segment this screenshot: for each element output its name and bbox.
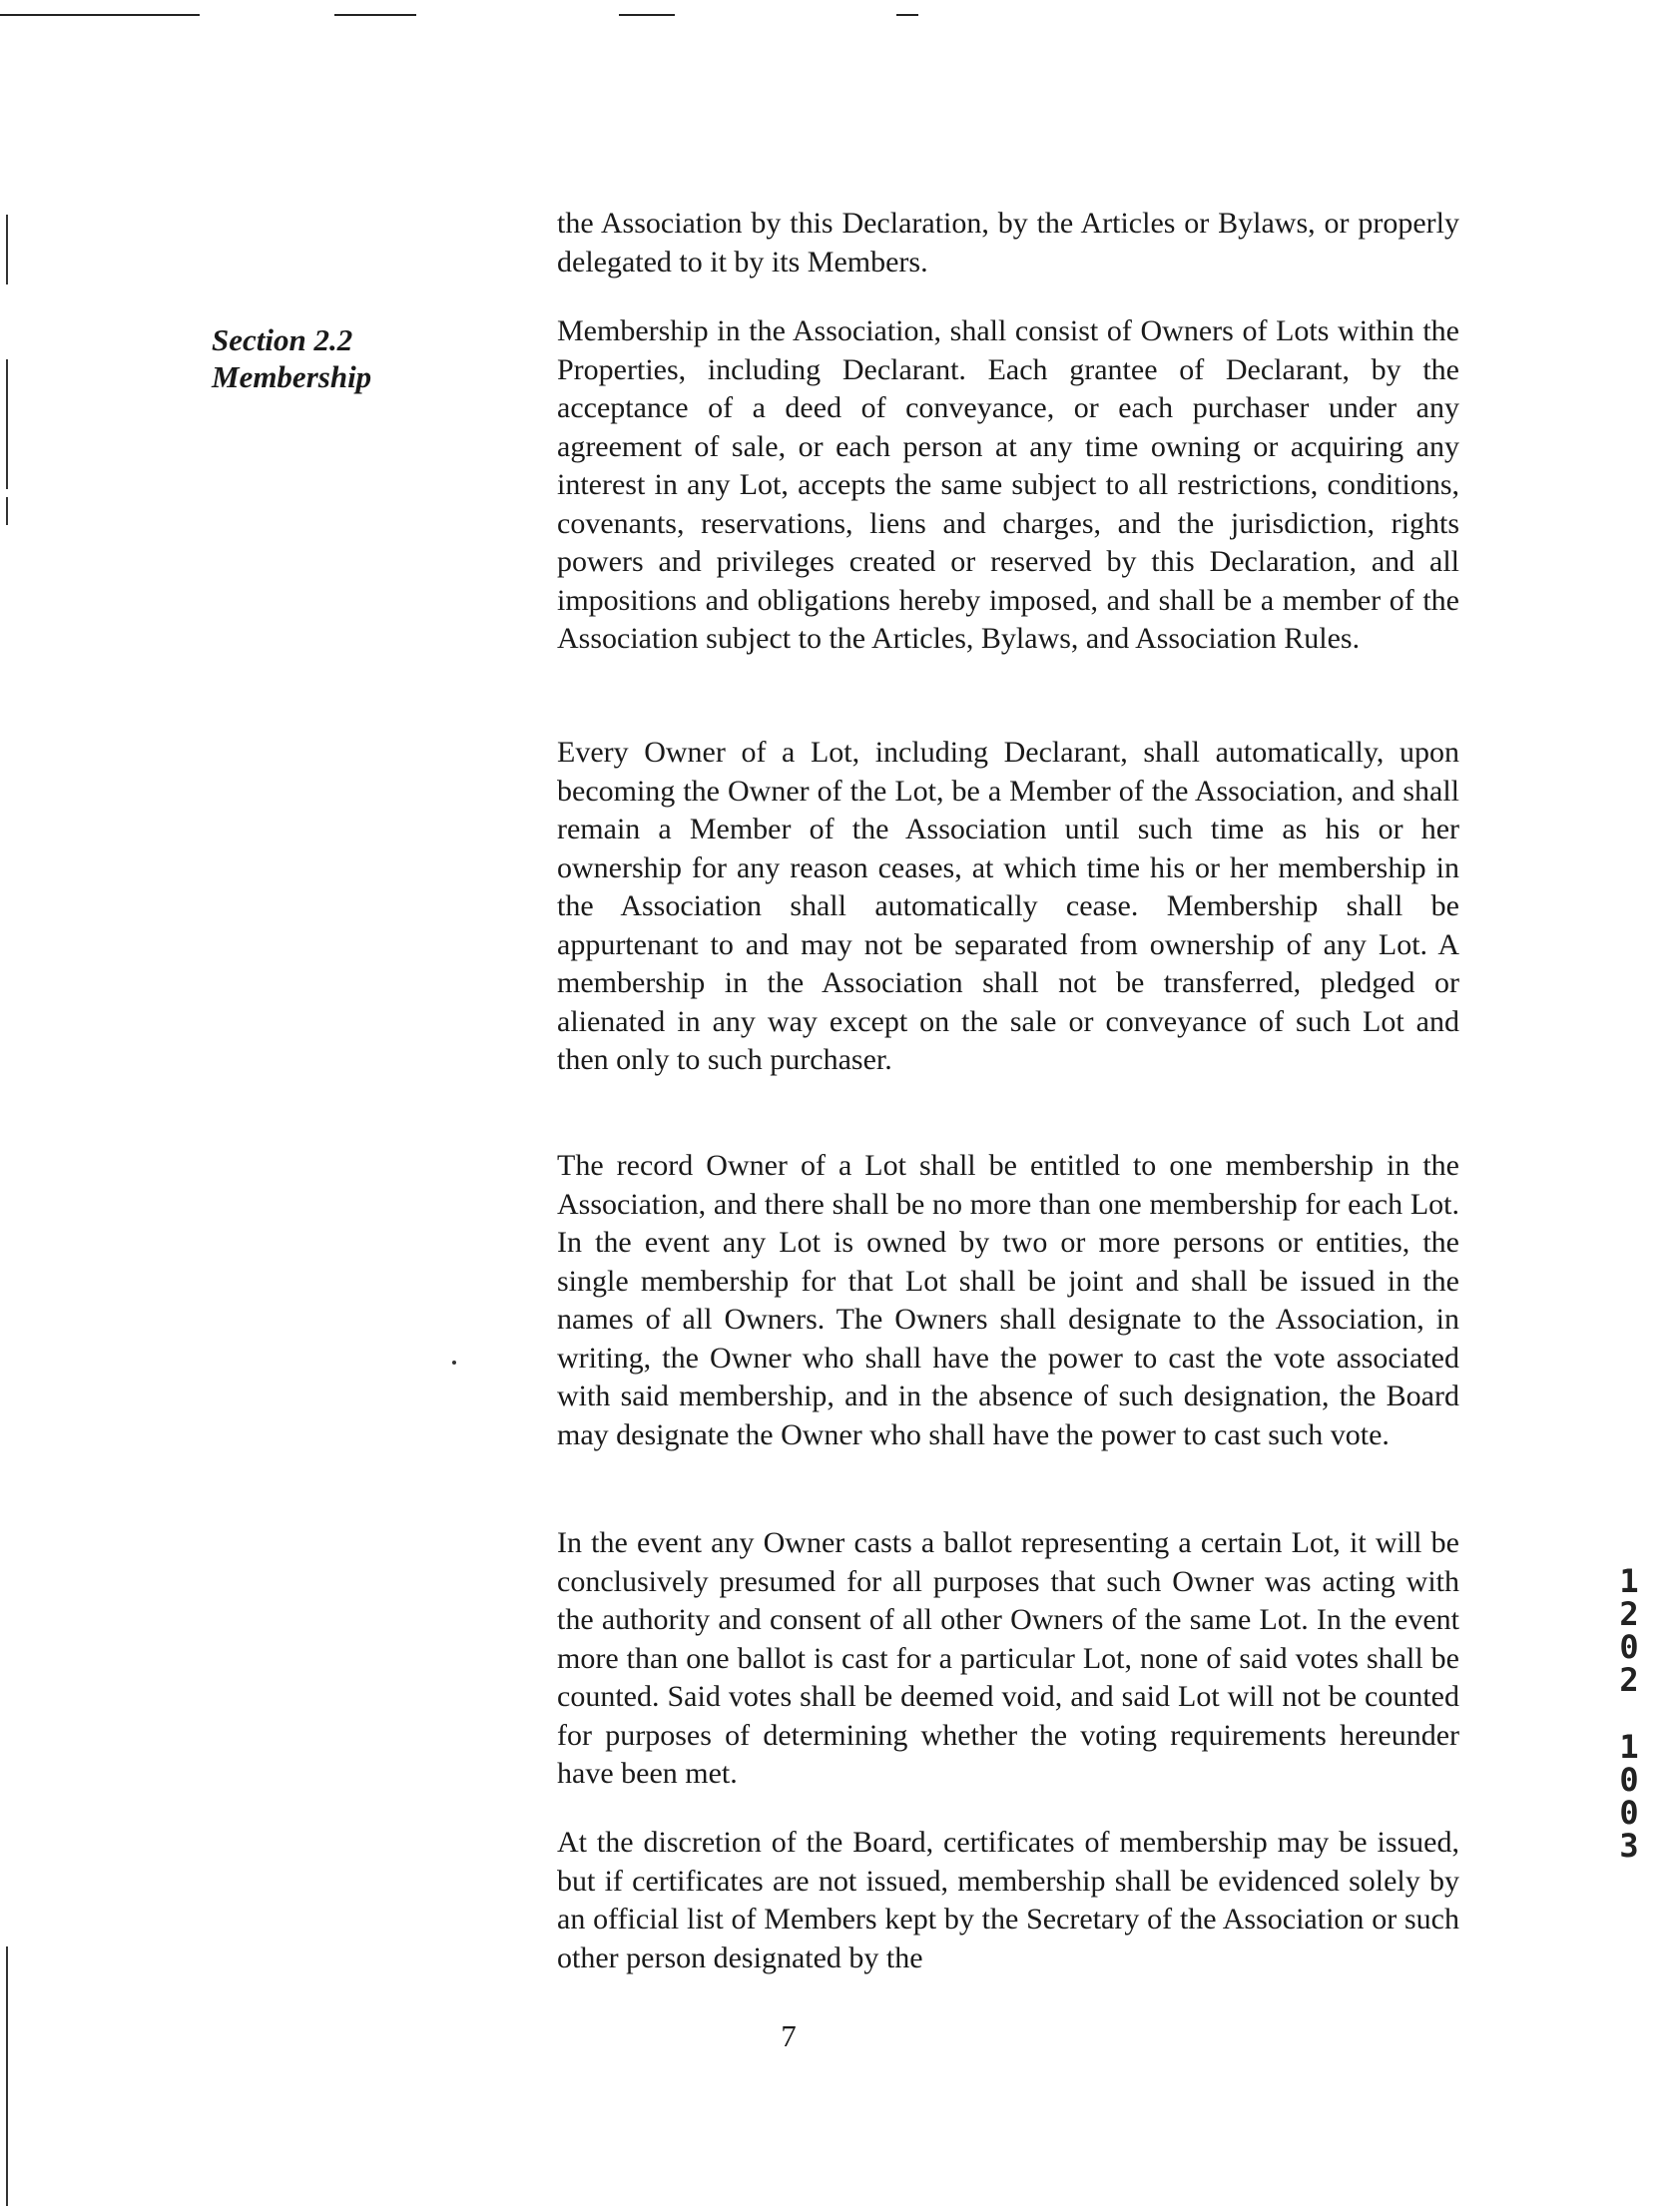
recording-stamp: [1609, 1562, 1649, 1865]
stamp-digit: 2: [1619, 1661, 1639, 1699]
stamp-digit: 1: [1619, 1728, 1639, 1766]
section-heading: [212, 321, 411, 395]
scan-speck: [452, 1361, 456, 1365]
paragraph-text: Every Owner of a Lot, including Declarant, shall automatically, upon becoming the Owner of the Lot, be a Member of the Association, and shall remain a Member of the Association until such time as his or her ownership for any reason ceases, at which time his or her membership in the Association shall automatically cease. Membership shall be appurtenant to and may not be separated from ownership of any Lot. A membership in the Association shall not be transferred, pledged or alienated in any way except on the sale or conveyance of such Lot and then only to such purchaser.: [557, 736, 1459, 1076]
page-number: 7: [781, 2018, 797, 2053]
stamp-digit: 3: [1619, 1827, 1639, 1865]
stamp-gap: [1609, 1697, 1649, 1731]
scan-artifact-line: [896, 14, 918, 16]
scan-artifact-line: [0, 14, 200, 16]
scan-artifact-line: [334, 14, 416, 16]
scan-margin-mark: [6, 497, 8, 525]
body-paragraph: [557, 1147, 1459, 1454]
body-paragraph: [557, 734, 1459, 1080]
body-paragraph: [557, 1524, 1459, 1794]
paragraph-text: The record Owner of a Lot shall be entitled to one membership in the Association, and there shall be no more than one membership for each Lot. In the event any Lot is owned by two or more persons or entities, the single membership for that Lot shall be joint and shall be issued in the names of all Owners. The Owners shall designate to the Association, in writing, the Owner who shall have the power to cast the vote associated with said membership, and in the absence of such designation, the Board may designate the Owner who shall have the power to cast such vote.: [557, 1149, 1459, 1451]
scan-margin-mark: [6, 1946, 8, 2206]
stamp-digit: 0: [1619, 1761, 1639, 1799]
stamp-digit: 0: [1619, 1628, 1639, 1666]
body-paragraph: [557, 1824, 1459, 1977]
body-paragraph: [557, 312, 1459, 659]
body-paragraph: [557, 205, 1459, 281]
section-title: Membership: [212, 359, 372, 394]
stamp-digit: 0: [1619, 1794, 1639, 1832]
scan-margin-mark: [6, 215, 8, 284]
paragraph-text: Membership in the Association, shall consist of Owners of Lots within the Properties, including Declarant. Each grantee of Declarant, by the acceptance of a deed of conveyance, or each purchaser under any agreement of sale, or each person at any time owning or acquiring any interest in any Lot, accepts the same subject to all restrictions, conditions, covenants, reservations, liens and charges, and the jurisdiction, rights powers and privileges created or reserved by this Declaration, and all impositions and obligations hereby imposed, and shall be a member of the Association subject to the Articles, Bylaws, and Association Rules.: [557, 314, 1459, 655]
scan-margin-mark: [6, 359, 8, 489]
scan-artifact-line: [619, 14, 675, 16]
section-number: Section 2.2: [212, 322, 353, 357]
stamp-digit: 1: [1619, 1562, 1639, 1600]
paragraph-text: the Association by this Declaration, by the Articles or Bylaws, or properly delegated to it by its Members.: [557, 207, 1459, 278]
paragraph-text: At the discretion of the Board, certificates of membership may be issued, but if certificates are not issued, membership shall be evidenced solely by an official list of Members kept by the Secretary of the Association or such other person designated by the: [557, 1826, 1459, 1974]
paragraph-text: In the event any Owner casts a ballot representing a certain Lot, it will be conclusively presumed for all purposes that such Owner was acting with the authority and consent of all other Owners of the same Lot. In the event more than one ballot is cast for a particular Lot, none of said votes shall be counted. Said votes shall be deemed void, and said Lot will not be counted for purposes of determining whether the voting requirements hereunder have been met.: [557, 1526, 1459, 1790]
stamp-digit: 2: [1619, 1595, 1639, 1633]
